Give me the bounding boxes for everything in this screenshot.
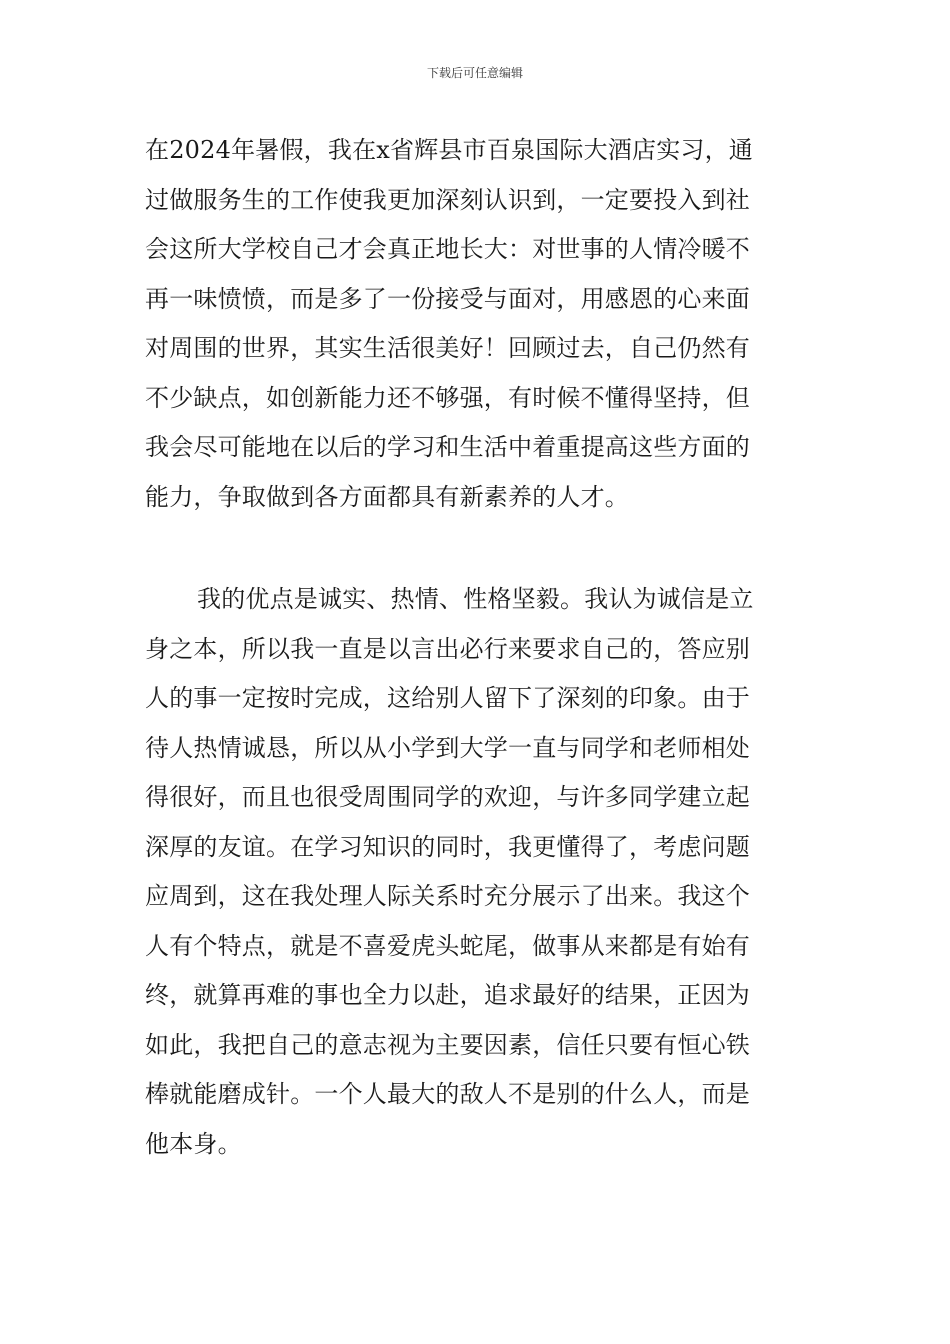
text-line: 会这所大学校自己才会真正地长大：对世事的人情冷暖不 (145, 235, 750, 263)
text-line: 我会尽可能地在以后的学习和生活中着重提高这些方面的 (145, 433, 750, 461)
text-line: 深厚的友谊。在学习知识的同时，我更懂得了，考虑问题 (145, 832, 750, 861)
text-line: 对周围的世界，其实生活很美好！回顾过去，自己仍然有 (145, 334, 750, 362)
text-line: 能力，争取做到各方面都具有新素养的人才。 (145, 482, 629, 511)
page-header-note: 下载后可任意编辑 (426, 66, 523, 80)
text-line: 应周到，这在我处理人际关系时充分展示了出来。我这个 (145, 882, 750, 910)
text-line: 身之本，所以我一直是以言出必行来要求自己的，答应别 (145, 634, 750, 663)
text-line: 再一味愤愤，而是多了一份接受与面对，用感恩的心来面 (145, 284, 750, 313)
text-line: 人有个特点，就是不喜爱虎头蛇尾，做事从来都是有始有 (145, 931, 750, 960)
text-line: 在2024年暑假，我在x省辉县市百泉国际大酒店实习，通 (145, 136, 754, 164)
text-line: 待人热情诚恳，所以从小学到大学一直与同学和老师相处 (145, 733, 750, 762)
paragraph-2 (145, 575, 807, 1169)
text-line: 得很好，而且也很受周围同学的欢迎，与许多同学建立起 (145, 783, 750, 811)
text-line: 过做服务生的工作使我更加深刻认识到，一定要投入到社 (145, 185, 750, 214)
text-line: 不少缺点，如创新能力还不够强，有时候不懂得坚持，但 (145, 383, 750, 412)
paragraph-1 (145, 126, 807, 522)
text-line: 他本身。 (145, 1129, 242, 1158)
text-line: 人的事一定按时完成，这给别人留下了深刻的印象。由于 (145, 684, 750, 712)
text-line: 终，就算再难的事也全力以赴，追求最好的结果，正因为 (145, 981, 750, 1009)
text-line: 棒就能磨成针。一个人最大的敌人不是别的什么人，而是 (145, 1080, 750, 1108)
text-line: 如此，我把自己的意志视为主要因素，信任只要有恒心铁 (145, 1030, 750, 1059)
text-line-first: 我的优点是诚实、热情、性格坚毅。我认为诚信是立 (197, 585, 754, 613)
